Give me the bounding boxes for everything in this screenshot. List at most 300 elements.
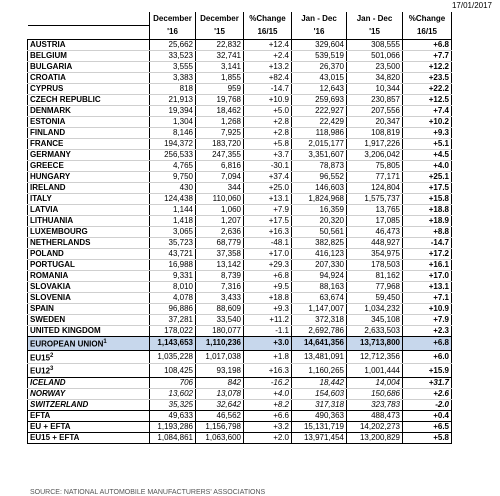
cell-dec15: 959 [196, 84, 244, 95]
header-change-year: %Change [403, 12, 452, 26]
cell-jd15: 150,686 [347, 388, 403, 399]
cell-chg2: +25.1 [403, 172, 452, 183]
row-label: CYPRUS [30, 84, 64, 93]
cell-dec16: 35,325 [150, 399, 196, 410]
cell-jd15: 1,034,232 [347, 304, 403, 315]
cell-dec16: 96,886 [150, 304, 196, 315]
country-name [28, 304, 150, 315]
header-row-2 [28, 26, 452, 40]
cell-chg2: +9.3 [403, 128, 452, 139]
cell-dec16: 1,084,861 [150, 432, 196, 443]
header-change-month: %Change [244, 12, 292, 26]
table-row [28, 172, 452, 183]
row-label: ROMANIA [30, 271, 69, 280]
header-jan-dec16-year: '16 [292, 26, 347, 40]
cell-chg1: +3.7 [244, 150, 292, 161]
header-change-month-period: 16/15 [244, 26, 292, 40]
country-name [28, 183, 150, 194]
header-dec15: December [196, 12, 244, 26]
cell-chg1: +2.8 [244, 128, 292, 139]
cell-dec15: 46,562 [196, 410, 244, 421]
row-label: SPAIN [30, 304, 54, 313]
cell-jd15: 354,975 [347, 249, 403, 260]
footnote-marker: 1 [103, 339, 107, 345]
cell-dec15: 68,779 [196, 238, 244, 249]
cell-jd15: 77,171 [347, 172, 403, 183]
country-name [28, 84, 150, 95]
cell-chg2: +15.9 [403, 364, 452, 378]
row-label: NORWAY [30, 388, 66, 398]
country-name [28, 139, 150, 150]
cell-dec15: 7,925 [196, 128, 244, 139]
cell-dec16: 43,721 [150, 249, 196, 260]
source-note: SOURCE: NATIONAL AUTOMOBILE MANUFACTURERS' ASSOCIATIONS [30, 489, 266, 496]
cell-jd15: 308,555 [347, 40, 403, 51]
row-label: UNITED KINGDOM [30, 326, 101, 335]
cell-dec16: 35,723 [150, 238, 196, 249]
cell-jd16: 50,561 [292, 227, 347, 238]
header-change-year-period: 16/15 [403, 26, 452, 40]
row-label: BELGIUM [30, 51, 67, 60]
cell-dec15: 3,433 [196, 293, 244, 304]
cell-jd16: 43,015 [292, 73, 347, 84]
cell-jd16: 207,330 [292, 260, 347, 271]
cell-dec15: 1,207 [196, 216, 244, 227]
row-label: HUNGARY [30, 172, 71, 181]
cell-dec15: 1,063,600 [196, 432, 244, 443]
country-name [28, 410, 150, 421]
row-label: EU + EFTA [30, 421, 71, 431]
country-name [28, 73, 150, 84]
cell-dec15: 110,060 [196, 194, 244, 205]
cell-jd15: 59,450 [347, 293, 403, 304]
cell-jd16: 18,442 [292, 377, 347, 388]
cell-jd16: 539,519 [292, 51, 347, 62]
cell-chg2: +12.5 [403, 95, 452, 106]
cell-chg2: +17.5 [403, 183, 452, 194]
table-row [28, 350, 452, 364]
cell-jd16: 14,641,356 [292, 337, 347, 351]
cell-jd15: 178,503 [347, 260, 403, 271]
country-name [28, 388, 150, 399]
table-row [28, 364, 452, 378]
cell-chg1: -1.1 [244, 326, 292, 337]
table-row [28, 388, 452, 399]
cell-dec16: 1,418 [150, 216, 196, 227]
cell-jd16: 222,927 [292, 106, 347, 117]
table-row [28, 238, 452, 249]
cell-dec15: 37,358 [196, 249, 244, 260]
cell-jd16: 94,924 [292, 271, 347, 282]
row-label: GERMANY [30, 150, 71, 159]
cell-jd16: 78,873 [292, 161, 347, 172]
header-dec16-year: '16 [150, 26, 196, 40]
cell-chg1: +2.8 [244, 117, 292, 128]
cell-chg2: +7.7 [403, 51, 452, 62]
row-label: LITHUANIA [30, 216, 74, 225]
country-name [28, 51, 150, 62]
cell-jd15: 34,820 [347, 73, 403, 84]
cell-jd16: 146,603 [292, 183, 347, 194]
country-name [28, 377, 150, 388]
country-name [28, 95, 150, 106]
country-name [28, 106, 150, 117]
cell-jd16: 2,015,177 [292, 139, 347, 150]
cell-chg1: +25.0 [244, 183, 292, 194]
country-name [28, 271, 150, 282]
cell-jd16: 118,986 [292, 128, 347, 139]
table-row [28, 377, 452, 388]
cell-jd16: 63,674 [292, 293, 347, 304]
header-jan-dec16: Jan - Dec [292, 12, 347, 26]
cell-dec16: 818 [150, 84, 196, 95]
row-label: EU12 [30, 366, 51, 376]
cell-dec16: 9,750 [150, 172, 196, 183]
cell-dec15: 13,142 [196, 260, 244, 271]
country-name [28, 249, 150, 260]
country-name [28, 128, 150, 139]
country-name [28, 227, 150, 238]
cell-jd16: 26,370 [292, 62, 347, 73]
cell-dec15: 18,462 [196, 106, 244, 117]
cell-jd15: 14,202,273 [347, 421, 403, 432]
cell-jd16: 12,643 [292, 84, 347, 95]
cell-chg1: +3.0 [244, 337, 292, 351]
registrations-table [27, 12, 452, 444]
cell-chg2: +0.4 [403, 410, 452, 421]
cell-dec16: 1,193,286 [150, 421, 196, 432]
cell-chg2: +6.5 [403, 421, 452, 432]
cell-jd15: 13,200,829 [347, 432, 403, 443]
cell-jd16: 1,824,968 [292, 194, 347, 205]
cell-dec15: 7,094 [196, 172, 244, 183]
cell-dec15: 22,832 [196, 40, 244, 51]
header-jan-dec15: Jan - Dec [347, 12, 403, 26]
country-name [28, 282, 150, 293]
cell-dec16: 49,633 [150, 410, 196, 421]
table-row [28, 106, 452, 117]
row-label: BULGARIA [30, 62, 73, 71]
cell-dec16: 430 [150, 183, 196, 194]
cell-chg2: +6.8 [403, 337, 452, 351]
cell-chg2: +12.2 [403, 62, 452, 73]
cell-chg1: +5.8 [244, 139, 292, 150]
row-label: NETHERLANDS [30, 238, 91, 247]
cell-chg1: +16.3 [244, 364, 292, 378]
row-label: GREECE [30, 161, 64, 170]
cell-jd16: 372,318 [292, 315, 347, 326]
cell-chg1: +9.5 [244, 282, 292, 293]
cell-chg1: +82.4 [244, 73, 292, 84]
cell-dec16: 16,988 [150, 260, 196, 271]
cell-jd15: 1,575,737 [347, 194, 403, 205]
row-label: SWITZERLAND [30, 399, 89, 409]
cell-chg1: +29.3 [244, 260, 292, 271]
row-label: LATVIA [30, 205, 59, 214]
table-row [28, 432, 452, 443]
cell-dec16: 4,078 [150, 293, 196, 304]
country-name [28, 205, 150, 216]
cell-jd15: 108,819 [347, 128, 403, 139]
cell-dec15: 183,720 [196, 139, 244, 150]
cell-chg2: +17.0 [403, 271, 452, 282]
cell-jd15: 13,713,800 [347, 337, 403, 351]
cell-jd16: 88,163 [292, 282, 347, 293]
table-row [28, 421, 452, 432]
country-name [28, 260, 150, 271]
row-label: EU15 + EFTA [30, 432, 80, 442]
cell-dec16: 21,913 [150, 95, 196, 106]
row-label: ITALY [30, 194, 52, 203]
cell-dec16: 4,765 [150, 161, 196, 172]
cell-dec15: 1,017,038 [196, 350, 244, 364]
cell-dec16: 3,383 [150, 73, 196, 84]
footnote-marker: 3 [50, 366, 54, 373]
cell-dec15: 1,855 [196, 73, 244, 84]
table-row [28, 139, 452, 150]
row-label: EU15 [30, 353, 51, 363]
cell-dec16: 3,065 [150, 227, 196, 238]
cell-dec15: 3,141 [196, 62, 244, 73]
row-label: LUXEMBOURG [30, 227, 88, 236]
cell-dec15: 1,060 [196, 205, 244, 216]
cell-chg1: +7.9 [244, 205, 292, 216]
cell-jd15: 14,004 [347, 377, 403, 388]
cell-chg1: +8.2 [244, 399, 292, 410]
cell-dec16: 19,394 [150, 106, 196, 117]
row-label: AUSTRIA [30, 40, 66, 49]
country-name [28, 194, 150, 205]
table-row [28, 326, 452, 337]
cell-jd16: 3,351,607 [292, 150, 347, 161]
cell-chg2: +13.1 [403, 282, 452, 293]
row-label: SLOVENIA [30, 293, 71, 302]
table-row [28, 293, 452, 304]
table-row [28, 304, 452, 315]
cell-chg1: +2.4 [244, 51, 292, 62]
cell-jd16: 20,320 [292, 216, 347, 227]
country-name [28, 399, 150, 410]
country-name [28, 293, 150, 304]
row-label: PORTUGAL [30, 260, 75, 269]
cell-chg1: +37.4 [244, 172, 292, 183]
cell-jd15: 501,066 [347, 51, 403, 62]
table-row [28, 315, 452, 326]
cell-chg1: -48.1 [244, 238, 292, 249]
cell-dec16: 1,143,653 [150, 337, 196, 351]
country-name [28, 40, 150, 51]
cell-dec15: 93,198 [196, 364, 244, 378]
cell-dec16: 1,304 [150, 117, 196, 128]
cell-chg2: +31.7 [403, 377, 452, 388]
cell-chg1: +17.0 [244, 249, 292, 260]
cell-dec16: 33,523 [150, 51, 196, 62]
cell-dec15: 32,741 [196, 51, 244, 62]
cell-dec15: 2,636 [196, 227, 244, 238]
cell-dec15: 344 [196, 183, 244, 194]
table-row [28, 260, 452, 271]
cell-jd16: 16,359 [292, 205, 347, 216]
table-row [28, 205, 452, 216]
cell-jd16: 259,693 [292, 95, 347, 106]
cell-jd16: 13,481,091 [292, 350, 347, 364]
cell-chg1: -30.1 [244, 161, 292, 172]
cell-dec15: 88,609 [196, 304, 244, 315]
cell-chg1: +6.8 [244, 271, 292, 282]
country-name [28, 172, 150, 183]
cell-dec15: 180,077 [196, 326, 244, 337]
cell-jd16: 154,603 [292, 388, 347, 399]
table-row [28, 62, 452, 73]
cell-chg1: +11.2 [244, 315, 292, 326]
cell-chg1: +16.3 [244, 227, 292, 238]
cell-chg1: -14.7 [244, 84, 292, 95]
country-name [28, 161, 150, 172]
country-name [28, 117, 150, 128]
cell-chg2: +18.8 [403, 205, 452, 216]
cell-chg1: +6.6 [244, 410, 292, 421]
header-blank [28, 26, 150, 40]
cell-jd16: 13,971,454 [292, 432, 347, 443]
cell-dec16: 108,425 [150, 364, 196, 378]
table-row [28, 95, 452, 106]
row-label: EUROPEAN UNION [30, 339, 104, 349]
cell-chg2: +10.2 [403, 117, 452, 128]
cell-dec15: 8,739 [196, 271, 244, 282]
cell-jd15: 10,344 [347, 84, 403, 95]
cell-chg1: +1.8 [244, 350, 292, 364]
cell-jd16: 22,429 [292, 117, 347, 128]
table-row [28, 150, 452, 161]
country-name [28, 432, 150, 443]
cell-chg1: +17.5 [244, 216, 292, 227]
table-row [28, 117, 452, 128]
cell-dec15: 32,642 [196, 399, 244, 410]
country-name [28, 350, 150, 364]
cell-dec16: 1,035,228 [150, 350, 196, 364]
country-name [28, 216, 150, 227]
cell-dec16: 194,372 [150, 139, 196, 150]
row-label: DENMARK [30, 106, 71, 115]
cell-chg1: +5.0 [244, 106, 292, 117]
cell-jd16: 317,318 [292, 399, 347, 410]
cell-jd15: 345,108 [347, 315, 403, 326]
cell-dec15: 1,156,798 [196, 421, 244, 432]
cell-chg2: +23.5 [403, 73, 452, 84]
table-row [28, 194, 452, 205]
cell-jd15: 488,473 [347, 410, 403, 421]
cell-jd15: 448,927 [347, 238, 403, 249]
report-date: 17/01/2017 [451, 1, 492, 10]
row-label: IRELAND [30, 183, 66, 192]
cell-jd15: 23,500 [347, 62, 403, 73]
cell-jd15: 17,085 [347, 216, 403, 227]
cell-dec16: 37,281 [150, 315, 196, 326]
country-name [28, 337, 150, 351]
cell-chg2: +5.8 [403, 432, 452, 443]
table-row [28, 399, 452, 410]
row-label: CZECH REPUBLIC [30, 95, 101, 104]
cell-chg2: +2.6 [403, 388, 452, 399]
cell-dec16: 8,146 [150, 128, 196, 139]
cell-chg2: +8.8 [403, 227, 452, 238]
cell-jd15: 323,783 [347, 399, 403, 410]
cell-dec15: 19,768 [196, 95, 244, 106]
cell-jd16: 490,363 [292, 410, 347, 421]
country-name [28, 238, 150, 249]
table-row [28, 73, 452, 84]
cell-jd15: 13,765 [347, 205, 403, 216]
cell-dec15: 1,268 [196, 117, 244, 128]
cell-chg2: +2.3 [403, 326, 452, 337]
cell-chg1: -16.2 [244, 377, 292, 388]
header-jan-dec15-year: '15 [347, 26, 403, 40]
cell-jd15: 75,805 [347, 161, 403, 172]
cell-chg1: +2.0 [244, 432, 292, 443]
cell-chg2: +16.1 [403, 260, 452, 271]
cell-jd16: 329,604 [292, 40, 347, 51]
table-row [28, 227, 452, 238]
header-row-1 [28, 12, 452, 26]
cell-dec15: 1,110,236 [196, 337, 244, 351]
row-label: SLOVAKIA [30, 282, 71, 291]
row-label: POLAND [30, 249, 64, 258]
cell-chg1: +12.4 [244, 40, 292, 51]
cell-dec16: 256,533 [150, 150, 196, 161]
cell-chg2: +7.9 [403, 315, 452, 326]
cell-jd16: 15,131,719 [292, 421, 347, 432]
cell-jd15: 124,804 [347, 183, 403, 194]
row-label: FINLAND [30, 128, 66, 137]
cell-dec16: 25,662 [150, 40, 196, 51]
cell-jd16: 1,160,265 [292, 364, 347, 378]
cell-jd15: 2,633,503 [347, 326, 403, 337]
country-name [28, 364, 150, 378]
cell-dec16: 13,602 [150, 388, 196, 399]
row-label: ESTONIA [30, 117, 66, 126]
country-name [28, 326, 150, 337]
cell-chg2: +4.0 [403, 161, 452, 172]
cell-jd16: 96,552 [292, 172, 347, 183]
row-label: CROATIA [30, 73, 66, 82]
header-dec16: December [150, 12, 196, 26]
country-name [28, 421, 150, 432]
cell-chg2: +10.9 [403, 304, 452, 315]
cell-jd15: 3,206,042 [347, 150, 403, 161]
cell-chg1: +9.3 [244, 304, 292, 315]
cell-dec16: 9,331 [150, 271, 196, 282]
cell-chg1: +3.2 [244, 421, 292, 432]
cell-chg2: +18.9 [403, 216, 452, 227]
cell-chg2: +5.1 [403, 139, 452, 150]
row-label: SWEDEN [30, 315, 66, 324]
cell-chg2: -14.7 [403, 238, 452, 249]
cell-jd15: 1,917,226 [347, 139, 403, 150]
cell-chg1: +4.0 [244, 388, 292, 399]
table-row [28, 271, 452, 282]
cell-jd16: 416,123 [292, 249, 347, 260]
table-row [28, 216, 452, 227]
table-row [28, 337, 452, 351]
cell-chg2: +22.2 [403, 84, 452, 95]
cell-jd16: 382,825 [292, 238, 347, 249]
header-dec15-year: '15 [196, 26, 244, 40]
cell-dec15: 13,078 [196, 388, 244, 399]
cell-dec16: 124,438 [150, 194, 196, 205]
country-name [28, 150, 150, 161]
table-row [28, 282, 452, 293]
cell-dec16: 706 [150, 377, 196, 388]
